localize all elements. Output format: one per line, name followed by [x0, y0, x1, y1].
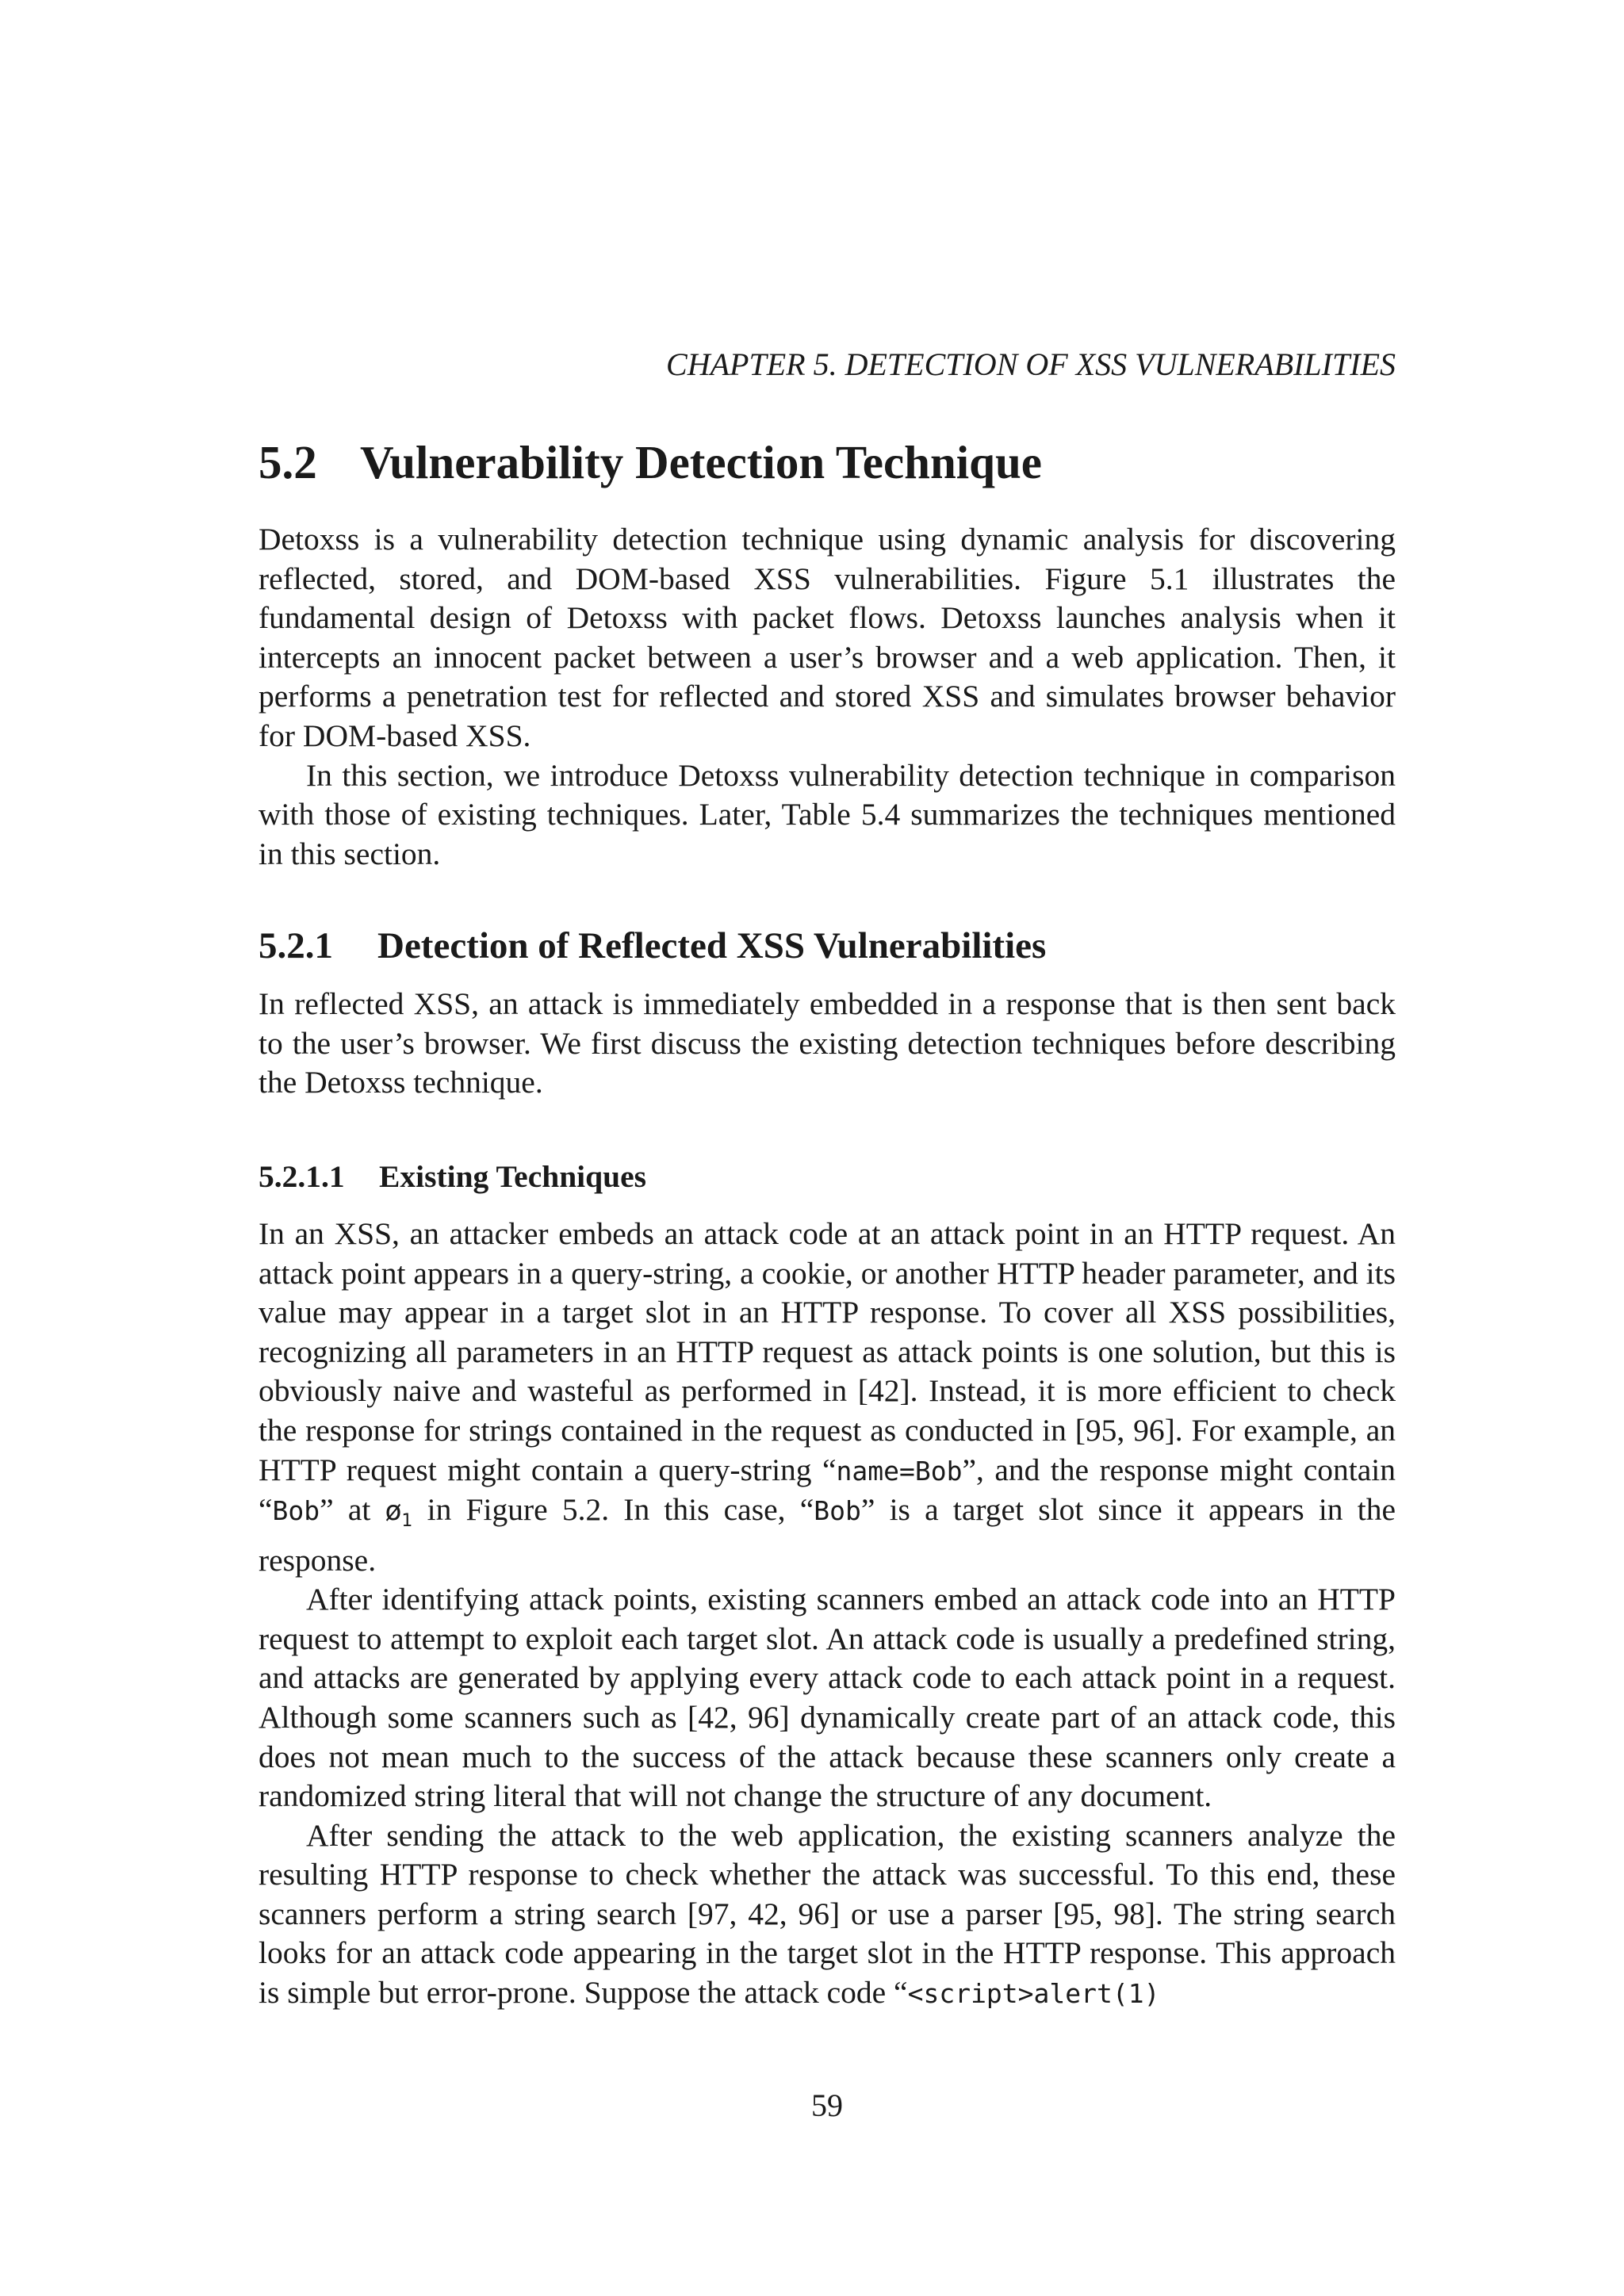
- text-run: ”, and the response might contain “: [259, 1452, 1396, 1528]
- phi-glyph: ø: [385, 1495, 402, 1528]
- existing-paragraph-1: [259, 1215, 1396, 1580]
- phi-subscript: 1: [401, 1510, 413, 1531]
- phi-symbol: [385, 1495, 413, 1531]
- intro-paragraph-2: In this section, we introduce Detoxss vulnerability detection technique in comparison with those of existing techniques. Later, Table 5.4 summarizes the techniques mentioned in this section.: [259, 757, 1396, 871]
- code-script-alert: <script>alert(1): [907, 1978, 1160, 2010]
- existing-techniques-text: [259, 1215, 1396, 2014]
- subsection-heading: [259, 923, 1046, 969]
- subsubsection-number: 5.2.1.1: [259, 1159, 345, 1194]
- running-head: CHAPTER 5. DETECTION OF XSS VULNERABILITIES: [666, 346, 1396, 382]
- subsection-paragraph-1: In reflected XSS, an attack is immediately embedded in a response that is then sent back to the user’s browser. We first discuss the existing detection techniques before describing the Detoxss technique.: [259, 986, 1396, 1100]
- text-run: In an XSS, an attacker embeds an attack code at an attack point in an HTTP request. An attack point appears in a query-string, a cookie, or another HTTP header parameter, and its value may appear in a target slot in an HTTP response. To cover all XSS possibilities, recognizing all parameters in an HTTP request as attack points is one solution, but this is obviously naive and wasteful as performed in [42]. Instead, it is more efficient to check the response for strings contained in the request as conducted in [95, 96]. For example, an HTTP request might contain a query-string “: [259, 1216, 1396, 1487]
- code-name-bob: name=Bob: [836, 1455, 963, 1487]
- subsection-title: Detection of Reflected XSS Vulnerabilities: [377, 925, 1047, 966]
- subsection-number: 5.2.1: [259, 925, 333, 966]
- code-bob-target: Bob: [814, 1495, 861, 1527]
- existing-paragraph-3: [259, 1816, 1396, 2014]
- subsubsection-title: Existing Techniques: [379, 1159, 646, 1194]
- text-run: in Figure 5.2. In this case, “: [412, 1492, 814, 1528]
- page: [259, 0, 1396, 2296]
- section-title: Vulnerability Detection Technique: [360, 436, 1042, 488]
- existing-paragraph-2: After identifying attack points, existing scanners embed an attack code into an HTTP request to attempt to exploit each target slot. An attack code is usually a predefined string, and attacks are generated by applying every attack code to each attack point in a request. Although some scanners such as [42, 96] dynamically create part of an attack code, this does not mean much to the success of the attack because these scanners only create a randomized string literal that will not change the structure of any document.: [259, 1582, 1396, 1814]
- code-bob: Bob: [272, 1495, 320, 1527]
- text-run: ” is a target slot since it appears in the response.: [259, 1492, 1396, 1578]
- subsection-text: [259, 985, 1396, 1103]
- intro-text: [259, 520, 1396, 874]
- section-number: 5.2: [259, 436, 317, 488]
- text-run: ” at: [320, 1492, 385, 1528]
- intro-paragraph-1: Detoxss is a vulnerability detection technique using dynamic analysis for discovering reflected, stored, and DOM-based XSS vulnerabilities. Figure 5.1 illustrates the fundamental design of Detoxss with packet flows. Detoxss launches analysis when it intercepts an innocent packet between a user’s browser and a web application. Then, it performs a penetration test for reflected and stored XSS and simulates browser behavior for DOM-based XSS.: [259, 522, 1396, 753]
- text-run: After sending the attack to the web application, the existing scanners analyze the resulting HTTP response to check whether the attack was successful. To this end, these scanners perform a string search [97, 42, 96] or use a parser [95, 98]. The string search looks for an attack code appearing in the target slot in the HTTP response. This approach is simple but error-prone. Suppose the attack code “: [259, 1817, 1396, 2011]
- page-number: 59: [811, 2087, 843, 2123]
- subsubsection-heading: [259, 1158, 646, 1196]
- section-heading: [259, 434, 1042, 490]
